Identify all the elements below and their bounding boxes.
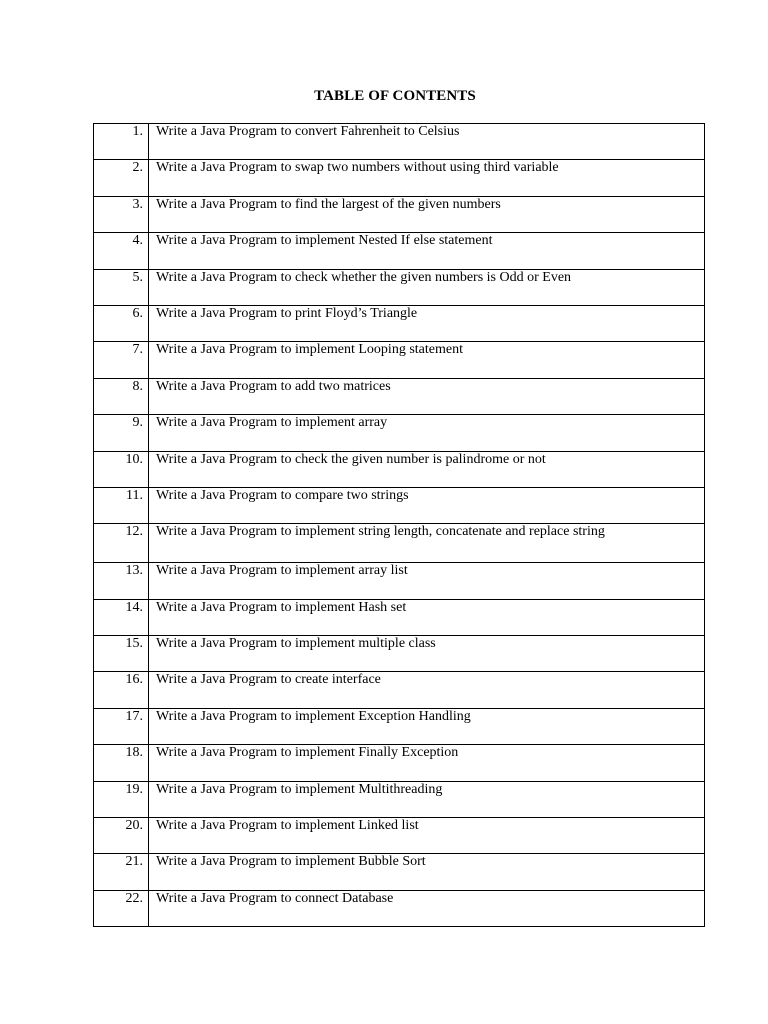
entry-number: 11. xyxy=(94,487,149,523)
entry-number: 16. xyxy=(94,672,149,708)
entry-number: 9. xyxy=(94,415,149,451)
table-row xyxy=(94,196,705,232)
entry-title: Write a Java Program to implement Exception Handling xyxy=(149,708,705,744)
table-of-contents xyxy=(93,123,705,927)
table-row xyxy=(94,672,705,708)
entry-number: 21. xyxy=(94,854,149,890)
entry-title: Write a Java Program to implement Multithreading xyxy=(149,781,705,817)
entry-number: 12. xyxy=(94,524,149,563)
table-row xyxy=(94,636,705,672)
entry-number: 14. xyxy=(94,599,149,635)
table-row xyxy=(94,781,705,817)
entry-number: 5. xyxy=(94,269,149,305)
entry-title: Write a Java Program to check whether the given numbers is Odd or Even xyxy=(149,269,705,305)
page-title: TABLE OF CONTENTS xyxy=(314,88,476,104)
table-row xyxy=(94,563,705,599)
entry-title: Write a Java Program to implement Bubble Sort xyxy=(149,854,705,890)
entry-number: 2. xyxy=(94,160,149,196)
entry-title: Write a Java Program to implement Nested If else statement xyxy=(149,233,705,269)
entry-number: 1. xyxy=(94,124,149,160)
entry-number: 13. xyxy=(94,563,149,599)
entry-number: 7. xyxy=(94,342,149,378)
entry-number: 22. xyxy=(94,890,149,926)
entry-title: Write a Java Program to convert Fahrenheit to Celsius xyxy=(149,124,705,160)
entry-number: 3. xyxy=(94,196,149,232)
table-row xyxy=(94,305,705,341)
entry-title: Write a Java Program to implement Hash set xyxy=(149,599,705,635)
entry-title: Write a Java Program to implement string length, concatenate and replace string xyxy=(149,524,705,563)
table-row xyxy=(94,524,705,563)
entry-title: Write a Java Program to implement Looping statement xyxy=(149,342,705,378)
entry-title: Write a Java Program to implement multiple class xyxy=(149,636,705,672)
entry-title: Write a Java Program to implement array xyxy=(149,415,705,451)
table-row xyxy=(94,599,705,635)
table-row xyxy=(94,124,705,160)
table-row xyxy=(94,708,705,744)
entry-number: 15. xyxy=(94,636,149,672)
table-row xyxy=(94,745,705,781)
table-row xyxy=(94,854,705,890)
entry-title: Write a Java Program to find the largest of the given numbers xyxy=(149,196,705,232)
table-row xyxy=(94,890,705,926)
entry-number: 8. xyxy=(94,378,149,414)
table-row xyxy=(94,451,705,487)
entry-title: Write a Java Program to connect Database xyxy=(149,890,705,926)
table-row xyxy=(94,160,705,196)
table-row xyxy=(94,378,705,414)
entry-title: Write a Java Program to implement array list xyxy=(149,563,705,599)
entry-title: Write a Java Program to add two matrices xyxy=(149,378,705,414)
entry-title: Write a Java Program to implement Finally Exception xyxy=(149,745,705,781)
entry-number: 17. xyxy=(94,708,149,744)
entry-number: 18. xyxy=(94,745,149,781)
entry-title: Write a Java Program to swap two numbers without using third variable xyxy=(149,160,705,196)
entry-title: Write a Java Program to implement Linked list xyxy=(149,818,705,854)
table-row xyxy=(94,269,705,305)
entry-title: Write a Java Program to print Floyd’s Triangle xyxy=(149,305,705,341)
entry-number: 10. xyxy=(94,451,149,487)
entry-title: Write a Java Program to compare two strings xyxy=(149,487,705,523)
table-row xyxy=(94,487,705,523)
entry-number: 19. xyxy=(94,781,149,817)
table-row xyxy=(94,818,705,854)
entry-number: 20. xyxy=(94,818,149,854)
table-row xyxy=(94,233,705,269)
entry-title: Write a Java Program to check the given number is palindrome or not xyxy=(149,451,705,487)
table-row xyxy=(94,415,705,451)
entry-number: 6. xyxy=(94,305,149,341)
table-row xyxy=(94,342,705,378)
entry-title: Write a Java Program to create interface xyxy=(149,672,705,708)
entry-number: 4. xyxy=(94,233,149,269)
